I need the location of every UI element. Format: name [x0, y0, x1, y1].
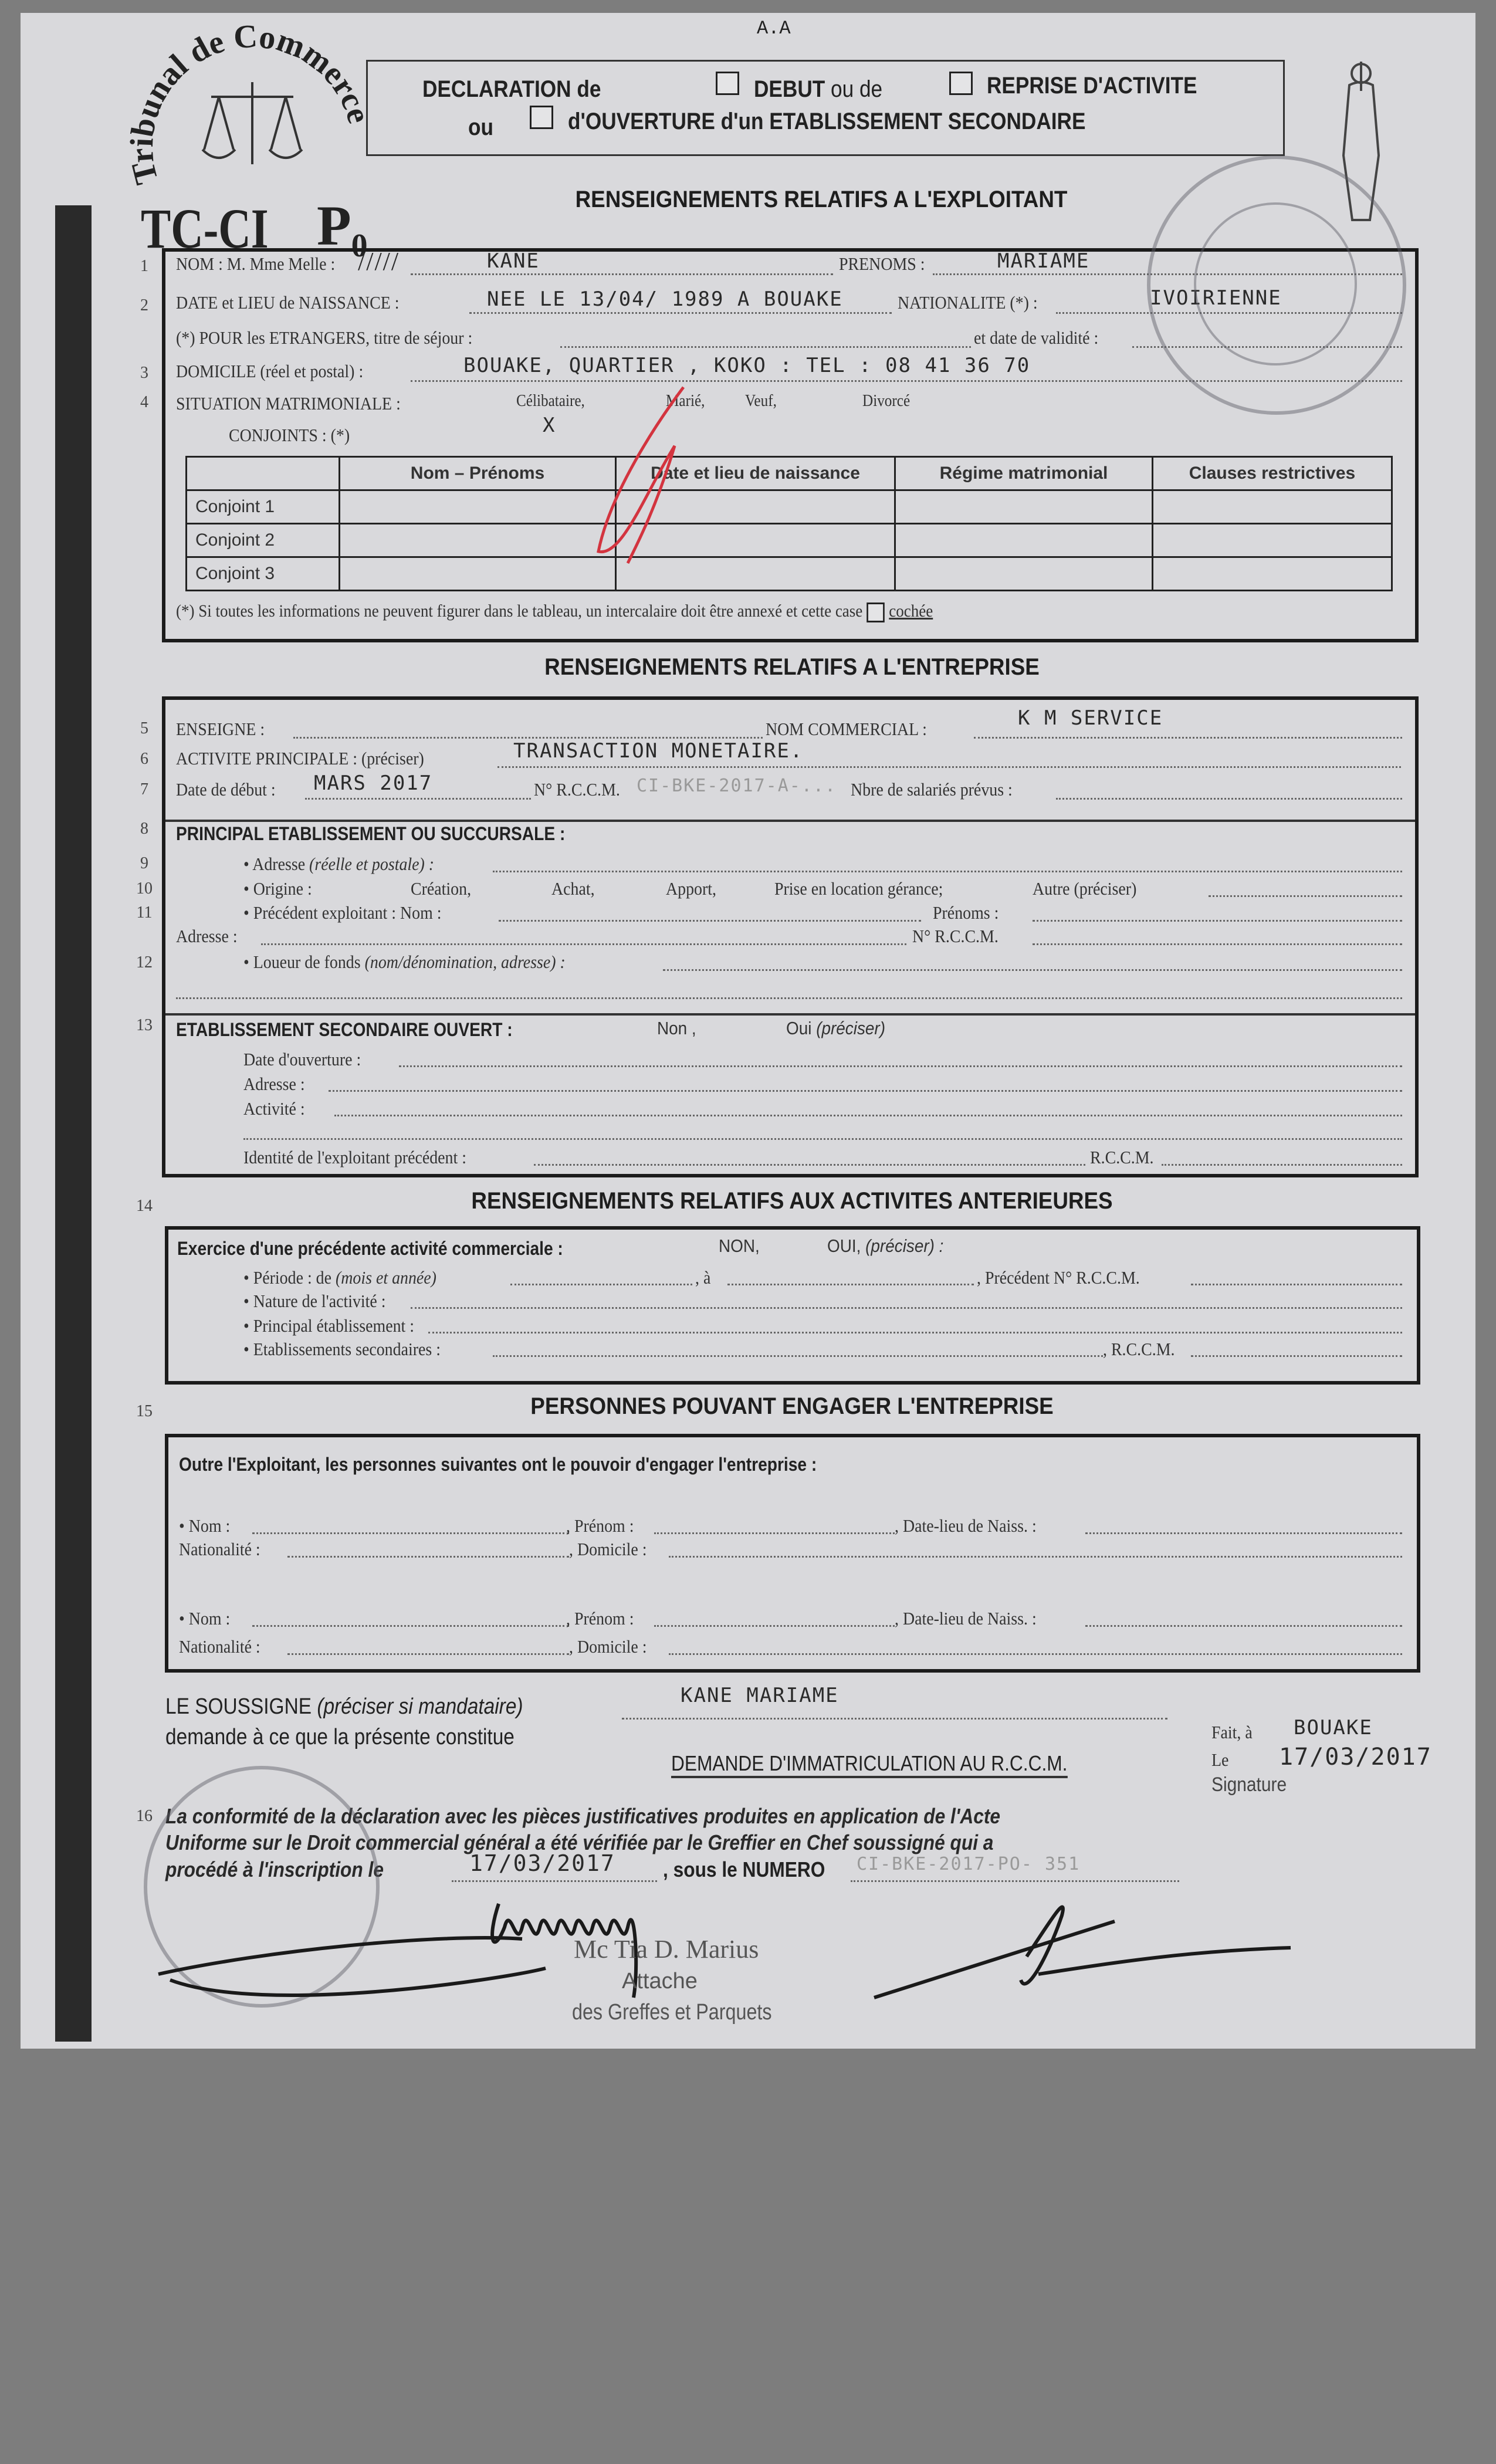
situation-divorce[interactable]: Divorcé: [862, 392, 911, 410]
nom-commercial-label: NOM COMMERCIAL :: [766, 719, 927, 739]
conformite-line-3: procédé à l'inscription le: [165, 1857, 384, 1881]
line-number: 16: [136, 1807, 153, 1825]
personne1-prenom-label: , Prénom :: [566, 1515, 634, 1536]
nom-commercial-value[interactable]: K M SERVICE: [1018, 706, 1163, 730]
personne1-nationalite-label: Nationalité :: [179, 1539, 260, 1559]
tribunal-logo: [117, 18, 387, 194]
nationalite-value[interactable]: IVOIRIENNE: [1150, 286, 1282, 310]
naissance-label: DATE et LIEU de NAISSANCE :: [176, 292, 400, 313]
conformite-line-1: La conformité de la déclaration avec les pièces justificatives produites en application de l'Acte: [165, 1804, 1001, 1828]
situation-mark: X: [543, 414, 556, 437]
greffier-title: Attache: [622, 1969, 698, 1993]
applicant-signature: [874, 1907, 1291, 1998]
declaration-label: DECLARATION de: [422, 76, 601, 102]
date-debut-label: Date de début :: [176, 779, 276, 800]
greffier-name: Mc Tia D. Marius: [574, 1935, 759, 1964]
inscription-date[interactable]: 17/03/2017: [469, 1850, 615, 1876]
fait-value[interactable]: BOUAKE: [1294, 1716, 1373, 1739]
validite-label: et date de validité :: [974, 327, 1099, 348]
personne2-nom-label: • Nom :: [179, 1608, 231, 1629]
nom-value[interactable]: KANE: [487, 249, 540, 273]
table-row: Conjoint 2: [187, 524, 1392, 557]
prenoms-value[interactable]: MARIAME: [997, 249, 1090, 273]
personne2-prenom-label: , Prénom :: [566, 1608, 634, 1629]
section-title-exploitant: RENSEIGNEMENTS RELATIFS A L'EXPLOITANT: [575, 187, 1068, 212]
loueur-label: • Loueur de fonds (nom/dénomination, adresse) :: [243, 952, 566, 972]
naissance-value[interactable]: NEE LE 13/04/ 1989 A BOUAKE: [487, 287, 843, 311]
section-title-anterieures: RENSEIGNEMENTS RELATIFS AUX ACTIVITES ANTERIEURES: [471, 1188, 1113, 1214]
date-debut-value[interactable]: MARS 2017: [314, 771, 433, 795]
identite-precedent-label: Identité de l'exploitant précédent :: [243, 1147, 466, 1167]
ou-label: ou: [468, 114, 494, 140]
line-number: 3: [140, 364, 148, 382]
ouverture-label: d'OUVERTURE d'un ETABLISSEMENT SECONDAIRE: [568, 109, 1086, 134]
anterieures-oui[interactable]: OUI, (préciser) :: [827, 1236, 944, 1256]
line-number: 5: [140, 719, 148, 737]
exercice-label: Exercice d'une précédente activité commerciale :: [177, 1238, 563, 1259]
personne1-nom-label: • Nom :: [179, 1515, 231, 1536]
conformite-line-2: Uniforme sur le Droit commercial général a été vérifiée par le Greffier en Chef soussigné qui a: [165, 1830, 994, 1854]
precedent-nom-label: • Précédent exploitant : Nom :: [243, 902, 442, 923]
line-number: 13: [136, 1016, 153, 1034]
section-title-entreprise: RENSEIGNEMENTS RELATIFS A L'ENTREPRISE: [544, 654, 1040, 680]
table-row: Conjoint 1: [187, 490, 1392, 524]
domicile-value[interactable]: BOUAKE, QUARTIER , KOKO : TEL : 08 41 36 70: [463, 354, 1031, 377]
secondaire-adresse-label: Adresse :: [243, 1074, 305, 1094]
origine-apport[interactable]: Apport,: [666, 878, 717, 899]
table-header-row: Nom – Prénoms Date et lieu de naissance Régime matrimonial Clauses restrictives: [187, 457, 1392, 490]
ouverture-checkbox[interactable]: [525, 106, 558, 129]
signatures: [147, 1886, 1320, 2056]
anterieures-non[interactable]: NON,: [719, 1236, 760, 1256]
precedent-rccm-label: N° R.C.C.M.: [912, 926, 999, 946]
table-row: Conjoint 3: [187, 557, 1392, 591]
origine-creation[interactable]: Création,: [411, 878, 472, 899]
origine-achat[interactable]: Achat,: [551, 878, 595, 899]
precedent-rccm-label: , Précédent N° R.C.C.M.: [977, 1267, 1140, 1288]
origine-autre[interactable]: Autre (préciser): [1033, 878, 1137, 899]
line-number: 2: [140, 296, 148, 314]
greffier-signature: [158, 1904, 636, 1998]
reprise-label: REPRISE D'ACTIVITE: [987, 73, 1197, 99]
form-code: $P_0$: [317, 194, 368, 265]
red-pen-mark: [587, 375, 739, 569]
le-label: Le: [1211, 1749, 1229, 1770]
situation-celibataire[interactable]: Célibataire,: [516, 392, 585, 410]
prenoms-label: PRENOMS :: [839, 253, 925, 274]
adresse-label: • Adresse (réelle et postale) :: [243, 854, 435, 874]
identite-rccm-label: R.C.C.M.: [1090, 1147, 1154, 1167]
secondaire-oui[interactable]: Oui (préciser): [786, 1018, 886, 1038]
line-number: 4: [140, 393, 148, 411]
soussigne-label: LE SOUSSIGNE (préciser si mandataire): [165, 1694, 523, 1719]
personne2-naiss-label: , Date-lieu de Naiss. :: [895, 1608, 1037, 1629]
fait-label: Fait, à: [1211, 1722, 1253, 1742]
principal-title: PRINCIPAL ETABLISSEMENT OU SUCCURSALE :: [176, 823, 566, 844]
anterieures-rccm-label: , R.C.C.M.: [1103, 1339, 1175, 1359]
situation-marie[interactable]: Marié,: [666, 392, 705, 410]
personne1-naiss-label: , Date-lieu de Naiss. :: [895, 1515, 1037, 1536]
etrangers-label: (*) POUR les ETRANGERS, titre de séjour :: [176, 327, 473, 348]
personne2-nationalite-label: Nationalité :: [179, 1636, 260, 1657]
nom-label: NOM : M. Mme Melle :: [176, 253, 336, 274]
precedent-prenoms-label: Prénoms :: [933, 902, 999, 923]
origine-label: • Origine :: [243, 878, 312, 899]
left-binding-strip: [55, 205, 92, 2042]
enseigne-label: ENSEIGNE :: [176, 719, 265, 739]
nature-label: • Nature de l'activité :: [243, 1291, 386, 1311]
nationalite-label: NATIONALITE (*) :: [898, 292, 1038, 313]
personnes-intro: Outre l'Exploitant, les personnes suivantes ont le pouvoir d'engager l'entreprise :: [179, 1454, 817, 1475]
demande-text: demande à ce que la présente constitue: [165, 1725, 515, 1749]
numero-value[interactable]: CI-BKE-2017-PO- 351: [857, 1854, 1081, 1874]
greffier-service: des Greffes et Parquets: [572, 2000, 772, 2025]
line-number: 7: [140, 780, 148, 798]
logo-arc-text: Tribunal de Commerce: [123, 18, 378, 188]
nom-strike: /////: [358, 247, 400, 276]
salaries-label: Nbre de salariés prévus :: [851, 779, 1013, 800]
line-number: 12: [136, 953, 153, 972]
situation-label: SITUATION MATRIMONIALE :: [176, 393, 401, 414]
secondaire-non[interactable]: Non ,: [657, 1018, 696, 1038]
line-number: 8: [140, 820, 148, 838]
domicile-label: DOMICILE (réel et postal) :: [176, 361, 364, 381]
personne2-domicile-label: , Domicile :: [569, 1636, 647, 1657]
precedent-adresse-label: Adresse :: [176, 926, 238, 946]
origine-location-gerance[interactable]: Prise en location gérance;: [774, 878, 943, 899]
rccm-label: N° R.C.C.M.: [534, 779, 620, 800]
debut-label: DEBUT ou de: [754, 76, 883, 102]
periode-label: • Période : de (mois et année): [243, 1267, 436, 1288]
line-number: 10: [136, 879, 153, 898]
sous-numero-label: , sous le NUMERO: [663, 1857, 825, 1881]
demande-immatriculation: DEMANDE D'IMMATRICULATION AU R.C.C.M.: [671, 1751, 1067, 1778]
date-ouverture-label: Date d'ouverture :: [243, 1049, 361, 1069]
le-value[interactable]: 17/03/2017: [1279, 1744, 1432, 1771]
periode-a-label: , à: [695, 1267, 711, 1288]
section-title-personnes: PERSONNES POUVANT ENGAGER L'ENTREPRISE: [530, 1393, 1054, 1419]
conjoints-table: [185, 456, 1393, 591]
situation-veuf[interactable]: Veuf,: [745, 392, 777, 410]
personne1-domicile-label: , Domicile :: [569, 1539, 647, 1559]
activite-value[interactable]: TRANSACTION MONETAIRE.: [513, 739, 804, 763]
line-number: 6: [140, 750, 148, 768]
activite-label: ACTIVITE PRINCIPALE : (préciser): [176, 748, 424, 769]
line-number: 9: [140, 854, 148, 872]
signature-label: Signature: [1211, 1773, 1287, 1796]
etab-secondaires-label: • Etablissements secondaires :: [243, 1339, 441, 1359]
secondaire-activite-label: Activité :: [243, 1098, 305, 1119]
court-stamp-inner-ring: [1194, 202, 1357, 365]
rccm-value-faded: CI-BKE-2017-A-...: [637, 776, 837, 796]
principal-etab-label: • Principal établissement :: [243, 1315, 415, 1336]
top-mark: A.A: [757, 18, 791, 39]
logo-code: TC-CI: [141, 197, 269, 260]
soussigne-value[interactable]: KANE MARIAME: [681, 1684, 839, 1707]
scales-of-justice-icon: [202, 82, 302, 164]
line-number: 1: [140, 257, 148, 275]
line-number: 14: [136, 1197, 153, 1215]
line-number: 11: [136, 903, 153, 922]
secondaire-title: ETABLISSEMENT SECONDAIRE OUVERT :: [176, 1019, 513, 1040]
reprise-checkbox[interactable]: [945, 72, 977, 95]
debut-checkbox[interactable]: [711, 72, 744, 95]
tableau-note: (*) Si toutes les informations ne peuvent figurer dans le tableau, un intercalaire doit être annexé et cette case cochée: [176, 601, 933, 622]
line-number: 15: [136, 1402, 153, 1420]
conjoints-label: CONJOINTS : (*): [229, 425, 350, 445]
